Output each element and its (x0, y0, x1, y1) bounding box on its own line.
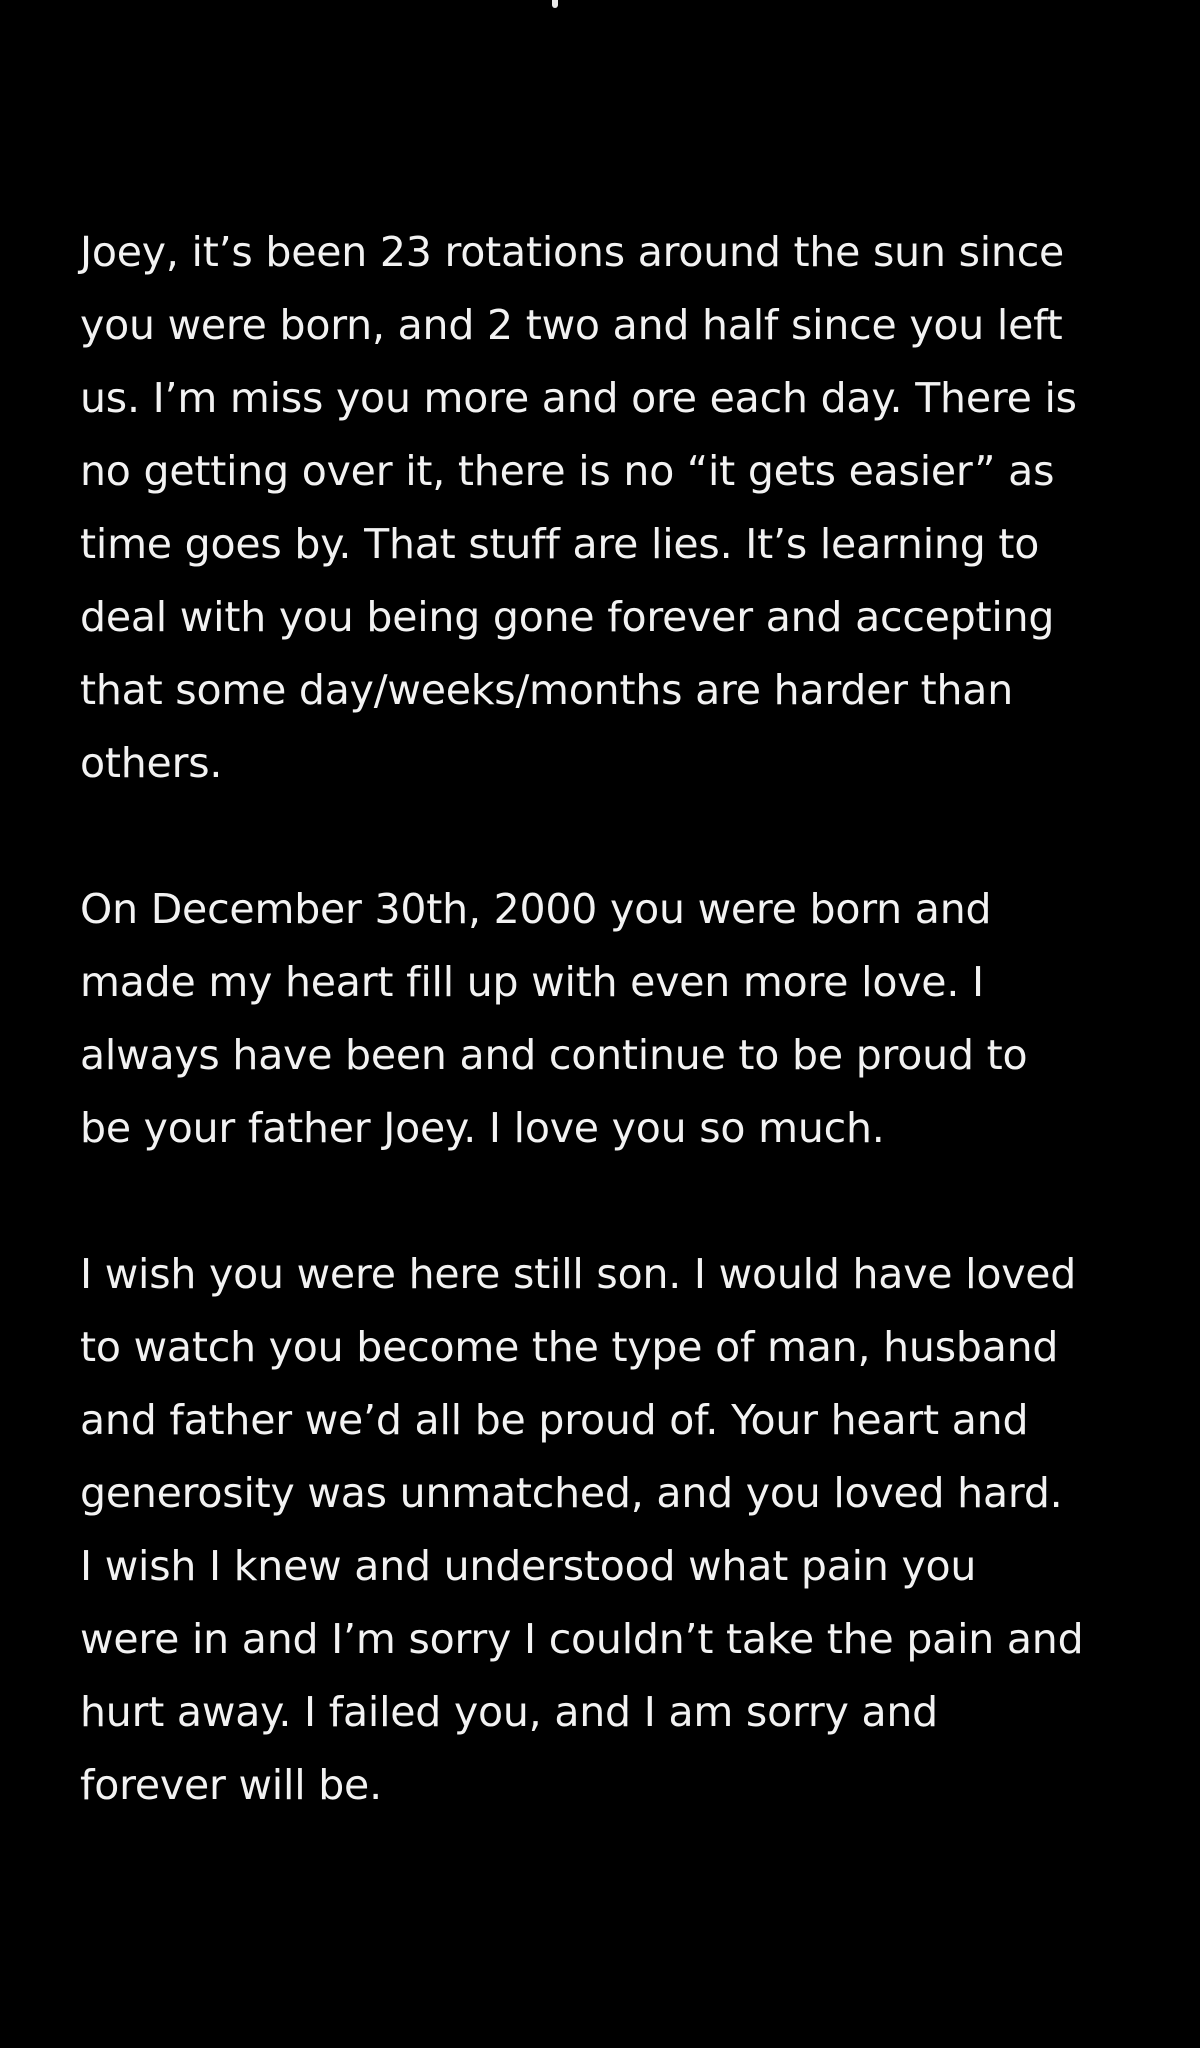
paragraph-birth-memory: On December 30th, 2000 you were born and made my heart fill up with even more love. I always have been and continue to be proud to be your father Joey. I love you so much. (80, 885, 1028, 1152)
paragraph-birthday-reflection: Joey, it’s been 23 rotations around the sun since you were born, and 2 two and half since you left us. I’m miss you more and ore each day. There is no getting over it, there is no “it gets easier” as time goes by. That stuff are lies. It’s learning to deal with you being gone forever and accepting that some day/weeks/months are harder than others. (80, 228, 1077, 787)
paragraph-wish-and-apology: I wish you were here still son. I would have loved to watch you become the type of man, husband and father we’d all be proud of. Your heart and generosity was unmatched, and you loved hard. I wish I knew and understood what pain you were in and I’m sorry I couldn’t take the pain and hurt away. I failed you, and I am sorry and forever will be. (80, 1250, 1084, 1809)
note-body[interactable] (80, 216, 1140, 1822)
cutoff-glyph-fragment (552, 0, 558, 8)
